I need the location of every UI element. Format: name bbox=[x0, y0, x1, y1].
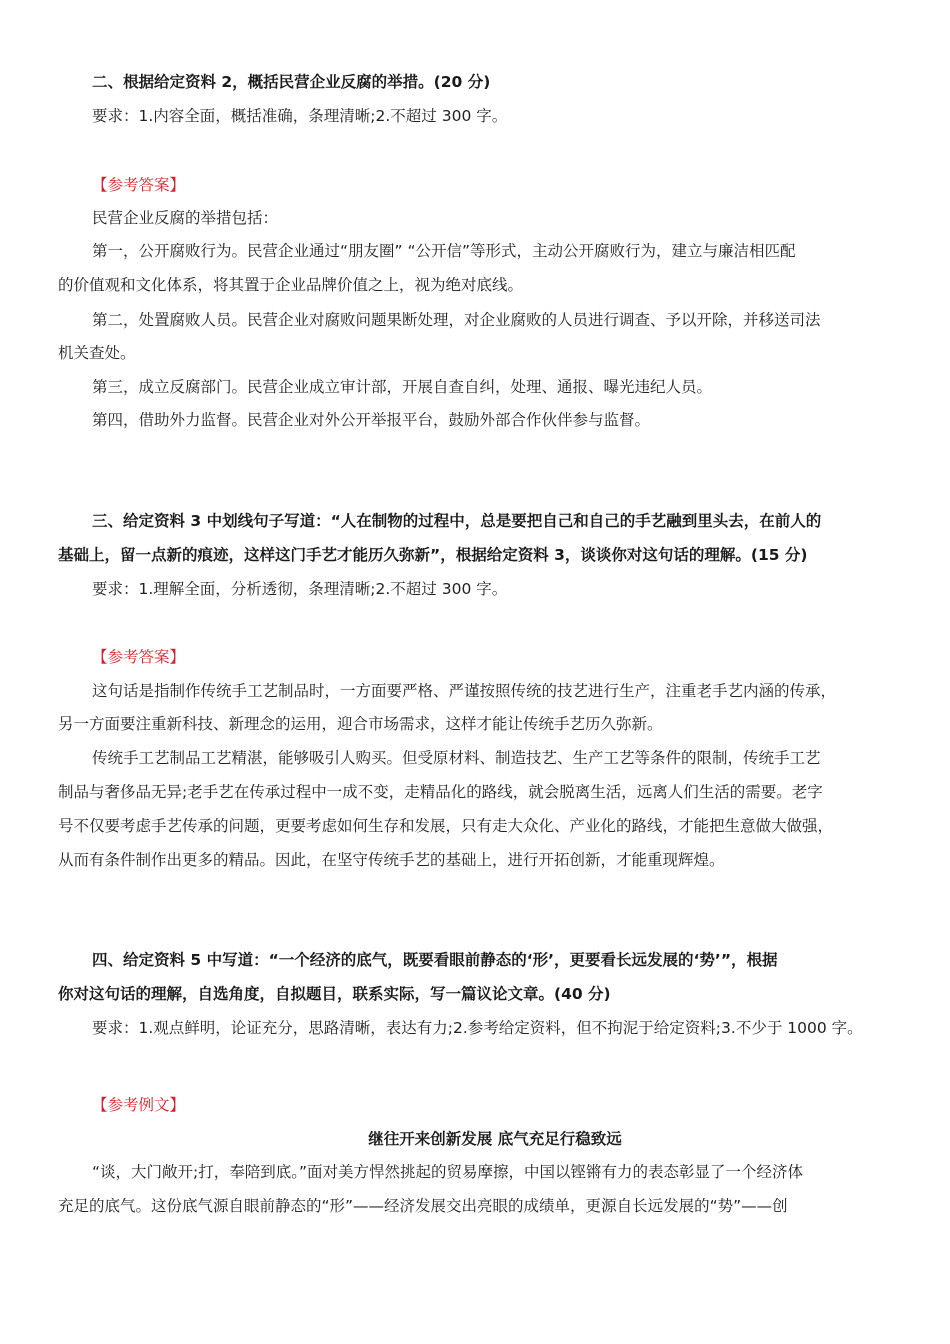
q2-answer-line: 机关查处。 bbox=[58, 344, 136, 362]
q2-answer-line: 的价值观和文化体系，将其置于企业品牌价值之上，视为绝对底线。 bbox=[58, 276, 524, 294]
q4-essay-title: 继往开来创新发展 底气充足行稳致远 bbox=[368, 1130, 622, 1148]
q3-answer-line: 号不仅要考虑手艺传承的问题，更要考虑如何生存和发展，只有走大众化、产业化的路线，才能把生意做大做强， bbox=[58, 817, 834, 835]
q3-answer-line: 制品与奢侈品无异;老手艺在传承过程中一成不变，走精品化的路线，就会脱离生活，远离人们生活的需要。老字 bbox=[58, 783, 823, 801]
q2-answer-line: 第三，成立反腐部门。民营企业成立审计部，开展自查自纠，处理、通报、曝光违纪人员。 bbox=[92, 378, 713, 396]
q2-answer-line: 第四，借助外力监督。民营企业对外公开举报平台，鼓励外部合作伙伴参与监督。 bbox=[92, 411, 651, 429]
q3-requirement: 要求：1.理解全面，分析透彻，条理清晰;2.不超过 300 字。 bbox=[92, 580, 508, 598]
q3-title: 基础上，留一点新的痕迹，这样这门手艺才能历久弥新”，根据给定资料 3，谈谈你对这句话的理解。(15 分) bbox=[58, 546, 808, 564]
q4-title: 四、给定资料 5 中写道：“一个经济的底气，既要看眼前静态的‘形’，更要看长远发展的‘势’”，根据 bbox=[92, 951, 778, 969]
q3-answer-line: 这句话是指制作传统手工艺制品时，一方面要严格、严谨按照传统的技艺进行生产，注重老手艺内涵的传承， bbox=[92, 682, 837, 700]
q4-title: 你对这句话的理解，自选角度，自拟题目，联系实际，写一篇议论文章。(40 分) bbox=[58, 985, 611, 1003]
q4-essay-line: 充足的底气。这份底气源自眼前静态的“形”——经济发展交出亮眼的成绩单，更源自长远发展的“势”——创 bbox=[58, 1197, 788, 1215]
q3-answer-line: 传统手工艺制品工艺精湛，能够吸引人购买。但受原材料、制造技艺、生产工艺等条件的限制，传统手工艺 bbox=[92, 749, 821, 767]
q2-title: 二、根据给定资料 2，概括民营企业反腐的举措。(20 分) bbox=[92, 73, 491, 91]
q4-essay-label: 【参考例文】 bbox=[92, 1096, 186, 1114]
q2-answer-label: 【参考答案】 bbox=[92, 176, 186, 194]
q2-answer-line: 第二，处置腐败人员。民营企业对腐败问题果断处理，对企业腐败的人员进行调查、予以开除，并移送司法 bbox=[92, 311, 821, 329]
q3-answer-line: 从而有条件制作出更多的精品。因此，在坚守传统手艺的基础上，进行开拓创新，才能重现辉煌。 bbox=[58, 851, 725, 869]
q3-answer-label: 【参考答案】 bbox=[92, 648, 186, 666]
q2-requirement: 要求：1.内容全面，概括准确，条理清晰;2.不超过 300 字。 bbox=[92, 107, 508, 125]
q4-requirement: 要求：1.观点鲜明，论证充分，思路清晰，表达有力;2.参考给定资料，但不拘泥于给定资料;3.不少于 1000 字。 bbox=[92, 1019, 863, 1037]
q4-essay-line: “谈，大门敞开;打，奉陪到底。”面对美方悍然挑起的贸易摩擦，中国以铿锵有力的表态彰显了一个经济体 bbox=[92, 1163, 804, 1181]
q2-answer-line: 民营企业反腐的举措包括： bbox=[92, 209, 279, 227]
q2-answer-line: 第一，公开腐败行为。民营企业通过“朋友圈” “公开信”等形式，主动公开腐败行为，建立与廉洁相匹配 bbox=[92, 242, 796, 260]
q3-answer-line: 另一方面要注重新科技、新理念的运用，迎合市场需求，这样才能让传统手艺历久弥新。 bbox=[58, 715, 663, 733]
q3-title: 三、给定资料 3 中划线句子写道：“人在制物的过程中，总是要把自己和自己的手艺融到里头去，在前人的 bbox=[92, 512, 822, 530]
